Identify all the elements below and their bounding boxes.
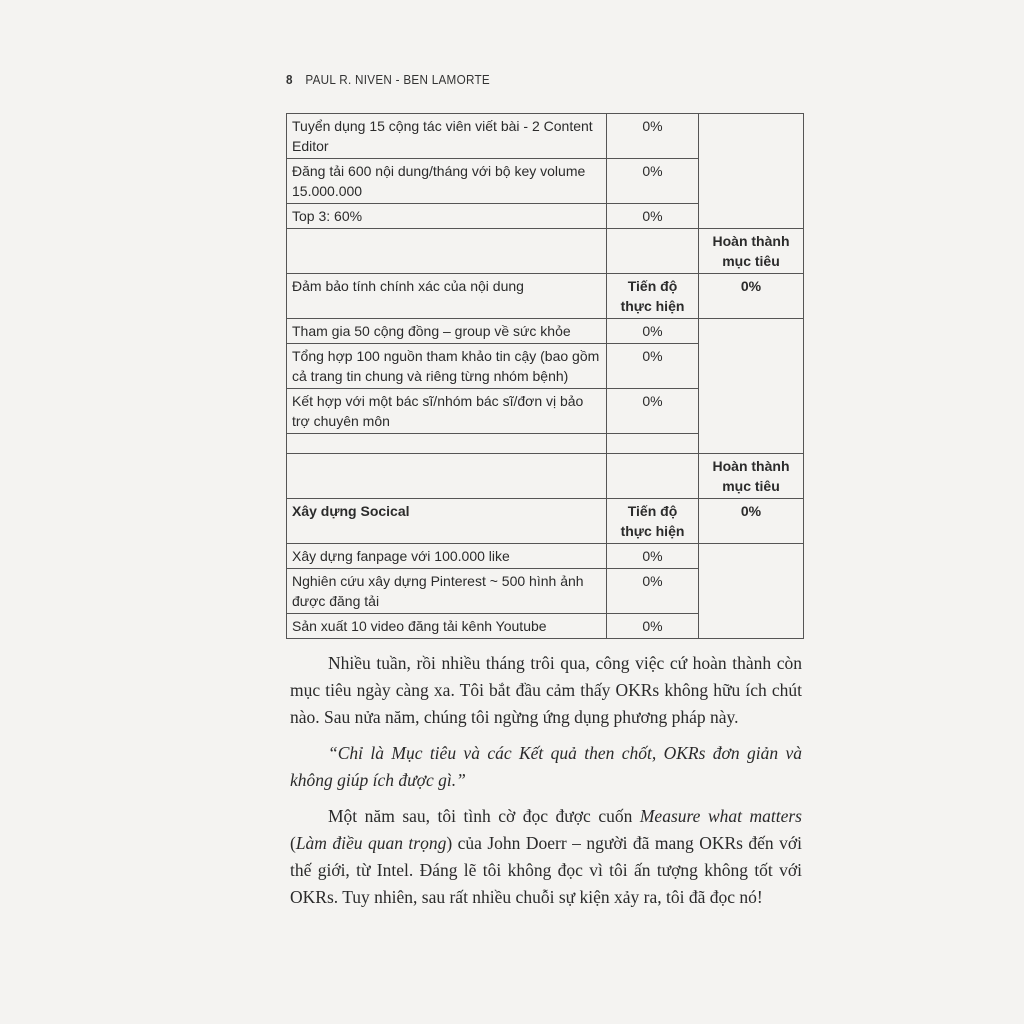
book-title-vi: Làm điều quan trọng bbox=[295, 833, 447, 853]
key-result-cell: Tuyển dụng 15 cộng tác viên viết bài - 2 Content Editor bbox=[287, 114, 607, 159]
key-result-cell: Tổng hợp 100 nguồn tham khảo tin cậy (bao gồm cả trang tin chung và riêng từng nhóm bệnh) bbox=[287, 344, 607, 389]
table-row bbox=[287, 274, 804, 319]
empty-cell bbox=[607, 454, 699, 499]
empty-cell bbox=[287, 434, 607, 454]
empty-cell bbox=[607, 229, 699, 274]
progress-cell: 0% bbox=[607, 114, 699, 159]
progress-cell: 0% bbox=[607, 204, 699, 229]
progress-cell: 0% bbox=[607, 389, 699, 434]
key-result-cell: Nghiên cứu xây dựng Pinterest ~ 500 hình ảnh được đăng tải bbox=[287, 569, 607, 614]
goal-percent: 0% bbox=[699, 274, 804, 319]
key-result-cell: Kết hợp với một bác sĩ/nhóm bác sĩ/đơn vị bảo trợ chuyên môn bbox=[287, 389, 607, 434]
goal-header: Hoàn thành mục tiêu bbox=[699, 454, 804, 499]
page-number: 8 bbox=[286, 72, 293, 87]
empty-cell bbox=[287, 229, 607, 274]
progress-cell: 0% bbox=[607, 569, 699, 614]
key-result-cell: Sản xuất 10 video đăng tải kênh Youtube bbox=[287, 614, 607, 639]
key-result-cell: Tham gia 50 cộng đồng – group về sức khỏe bbox=[287, 319, 607, 344]
table-row bbox=[287, 544, 804, 569]
progress-cell: 0% bbox=[607, 319, 699, 344]
paragraph bbox=[290, 803, 802, 911]
key-result-cell: Đăng tải 600 nội dung/tháng với bộ key volume 15.000.000 bbox=[287, 159, 607, 204]
progress-cell: 0% bbox=[607, 344, 699, 389]
empty-cell bbox=[699, 544, 804, 639]
progress-cell: 0% bbox=[607, 544, 699, 569]
text-span: Một năm sau, tôi tình cờ đọc được cuốn bbox=[328, 806, 640, 826]
book-title: Measure what matters bbox=[639, 806, 802, 826]
empty-cell bbox=[287, 454, 607, 499]
header-authors: PAUL R. NIVEN - BEN LAMORTE bbox=[305, 72, 490, 87]
progress-cell: 0% bbox=[607, 614, 699, 639]
paragraph: Nhiều tuần, rồi nhiều tháng trôi qua, công việc cứ hoàn thành còn mục tiêu ngày càng xa. Tôi bắt đầu cảm thấy OKRs không hữu ích chút nào. Sau nửa năm, chúng tôi ngừng ứng dụng phương pháp này. bbox=[290, 653, 802, 727]
key-result-cell: Top 3: 60% bbox=[287, 204, 607, 229]
goal-percent: 0% bbox=[699, 499, 804, 544]
objective-cell: Xây dựng Socical bbox=[287, 499, 607, 544]
goal-header: Hoàn thành mục tiêu bbox=[699, 229, 804, 274]
okr-table bbox=[286, 113, 804, 639]
empty-cell bbox=[699, 114, 804, 229]
table-row bbox=[287, 319, 804, 344]
table-row bbox=[287, 229, 804, 274]
body-text bbox=[290, 650, 802, 920]
text-span: ) của John Doerr – người đã mang OKRs đến với thế giới, từ Intel. Đáng lẽ tôi không đọc vì tôi ấn tượng không tốt với OKRs. Tuy nhiên, sau rất nhiều chuỗi sự kiện xảy ra, tôi đã đọc nó! bbox=[290, 833, 802, 907]
empty-cell bbox=[699, 319, 804, 454]
progress-header: Tiến độ thực hiện bbox=[607, 274, 699, 319]
progress-cell: 0% bbox=[607, 159, 699, 204]
quote-paragraph: “Chỉ là Mục tiêu và các Kết quả then chốt, OKRs đơn giản và không giúp ích được gì.” bbox=[290, 743, 802, 790]
objective-cell: Đảm bảo tính chính xác của nội dung bbox=[287, 274, 607, 319]
table-row bbox=[287, 454, 804, 499]
text-span: ( bbox=[290, 833, 296, 853]
key-result-cell: Xây dựng fanpage với 100.000 like bbox=[287, 544, 607, 569]
progress-header: Tiến độ thực hiện bbox=[607, 499, 699, 544]
running-header bbox=[286, 72, 490, 87]
table-row bbox=[287, 499, 804, 544]
empty-cell bbox=[607, 434, 699, 454]
table-row bbox=[287, 114, 804, 159]
